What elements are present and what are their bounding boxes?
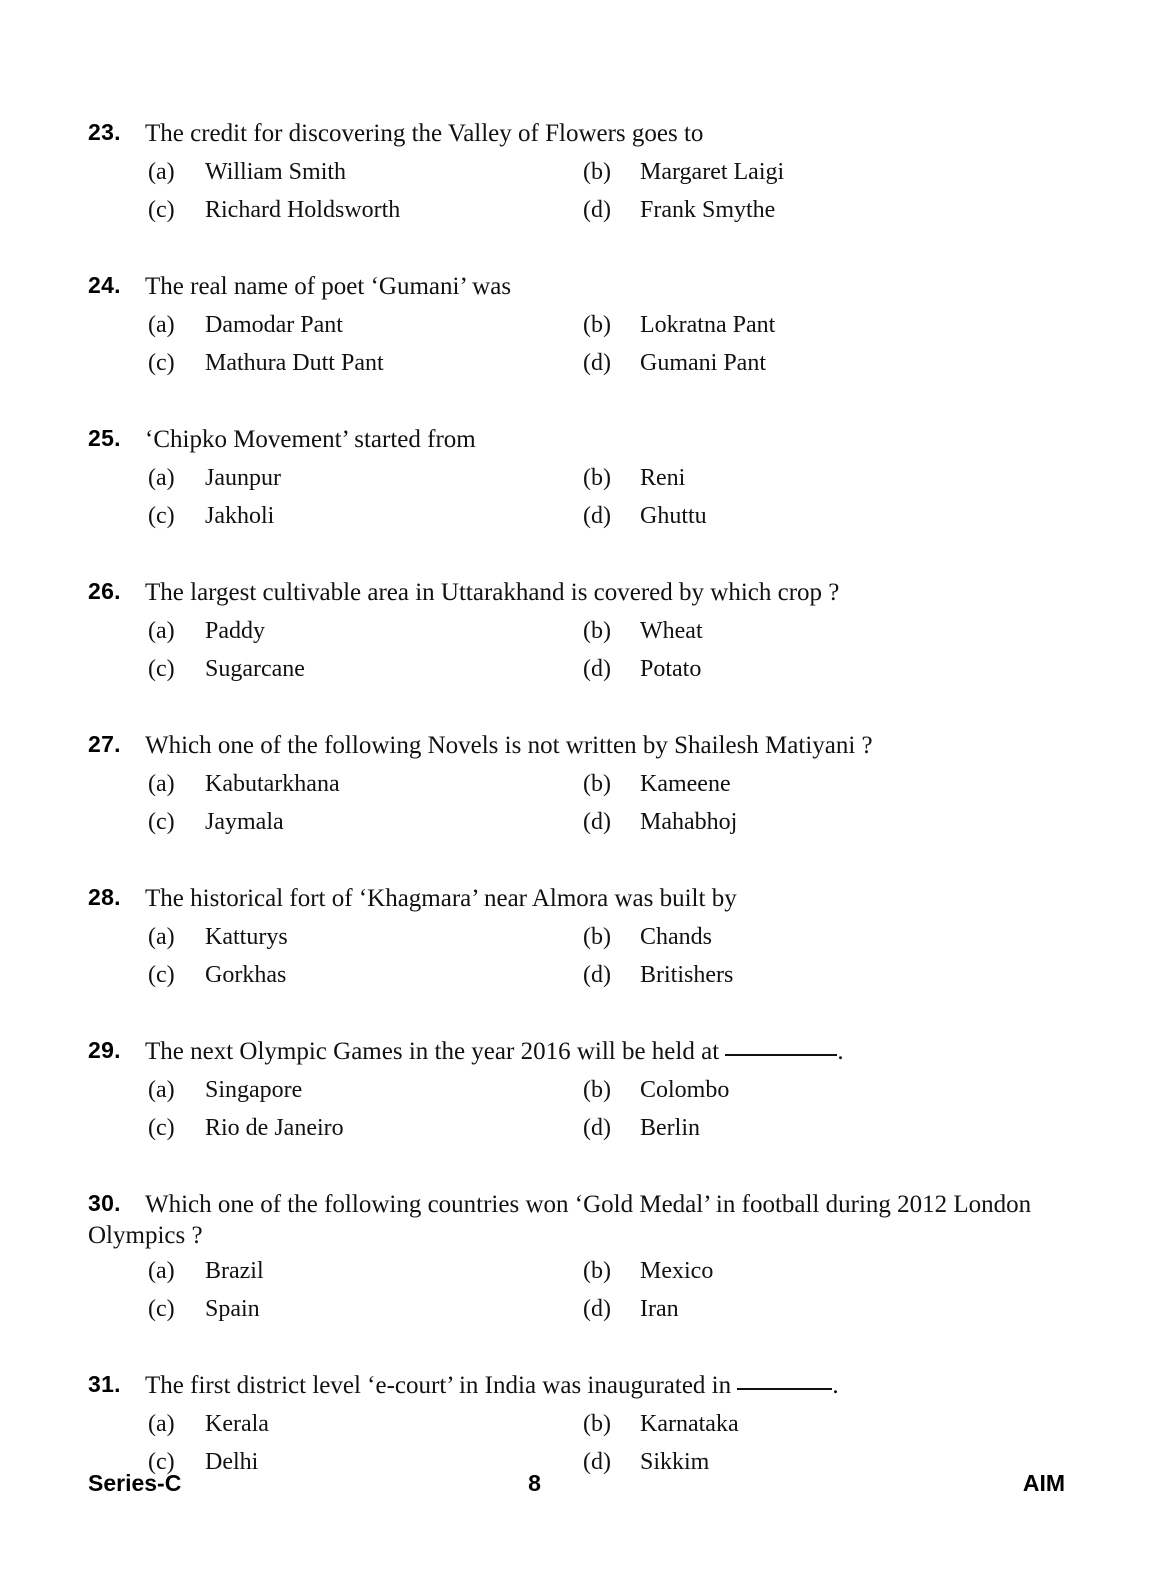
- option-letter: (d): [583, 503, 611, 529]
- option-text: Rio de Janeiro: [205, 1115, 344, 1141]
- option-letter: (c): [148, 962, 175, 988]
- option-row: [88, 159, 1050, 197]
- option-letter: (b): [583, 771, 611, 797]
- option-text: Kameene: [640, 771, 731, 797]
- option-c[interactable]: [148, 197, 400, 224]
- option-c[interactable]: [148, 350, 384, 377]
- question-text: The real name of poet ‘Gumani’ was: [145, 273, 512, 300]
- option-c[interactable]: [148, 503, 274, 530]
- option-d[interactable]: [583, 197, 775, 224]
- question-number: 30.: [88, 1190, 121, 1216]
- option-group: [88, 159, 1050, 235]
- fill-in-blank: [725, 1054, 837, 1056]
- option-c[interactable]: [148, 1296, 260, 1323]
- option-letter: (d): [583, 1296, 611, 1322]
- option-row: [88, 1115, 1050, 1153]
- option-row: [88, 465, 1050, 503]
- option-letter: (c): [148, 197, 175, 223]
- option-text: Sikkim: [640, 1449, 710, 1475]
- question-number: 24.: [88, 272, 121, 298]
- option-a[interactable]: [148, 159, 346, 186]
- question-text-after-blank: .: [837, 1038, 844, 1065]
- option-a[interactable]: [148, 618, 265, 645]
- option-letter: (a): [148, 312, 175, 338]
- option-text: Kabutarkhana: [205, 771, 340, 797]
- option-text: Mathura Dutt Pant: [205, 350, 384, 376]
- option-text: Jaymala: [205, 809, 284, 835]
- question-block: [88, 883, 1050, 1000]
- option-c[interactable]: [148, 809, 284, 836]
- option-d[interactable]: [583, 503, 707, 530]
- option-letter: (d): [583, 1449, 611, 1475]
- option-letter: (b): [583, 924, 611, 950]
- option-text: Britishers: [640, 962, 734, 988]
- option-d[interactable]: [583, 1296, 679, 1323]
- option-group: [88, 924, 1050, 1000]
- option-a[interactable]: [148, 312, 343, 339]
- option-text: Margaret Laigi: [640, 159, 785, 185]
- question-text: The credit for discovering the Valley of Flowers goes to: [145, 120, 704, 147]
- question-text-before-blank: The next Olympic Games in the year 2016 will be held at: [145, 1038, 726, 1065]
- option-b[interactable]: [583, 1411, 739, 1438]
- option-row: [88, 312, 1050, 350]
- option-text: Potato: [640, 656, 702, 682]
- option-row: [88, 1258, 1050, 1296]
- option-letter: (b): [583, 312, 611, 338]
- option-letter: (d): [583, 656, 611, 682]
- option-text: Ghuttu: [640, 503, 707, 529]
- option-row: [88, 809, 1050, 847]
- question-text: Which one of the following Novels is not written by Shailesh Matiyani ?: [145, 732, 873, 759]
- question-heading: [88, 730, 1050, 764]
- option-d[interactable]: [583, 350, 766, 377]
- option-text: Frank Smythe: [640, 197, 776, 223]
- option-group: [88, 312, 1050, 388]
- option-letter: (b): [583, 1258, 611, 1284]
- option-text: Delhi: [205, 1449, 259, 1475]
- option-letter: (d): [583, 809, 611, 835]
- option-text: Iran: [640, 1296, 679, 1322]
- option-c[interactable]: [148, 656, 305, 683]
- question-text: [145, 1372, 839, 1399]
- option-letter: (a): [148, 1411, 175, 1437]
- question-block: [88, 424, 1050, 541]
- option-b[interactable]: [583, 1258, 713, 1285]
- option-a[interactable]: [148, 1411, 269, 1438]
- option-row: [88, 618, 1050, 656]
- option-d[interactable]: [583, 1115, 700, 1142]
- question-text: The historical fort of ‘Khagmara’ near Almora was built by: [145, 885, 737, 912]
- question-text: Which one of the following countries won ‘Gold Medal’ in football during 2012 London Olympics ?: [88, 1191, 1032, 1249]
- question-text-after-blank: .: [832, 1372, 839, 1399]
- option-letter: (c): [148, 350, 175, 376]
- option-letter: (d): [583, 197, 611, 223]
- option-letter: (d): [583, 962, 611, 988]
- option-letter: (b): [583, 1411, 611, 1437]
- question-number: 23.: [88, 119, 121, 145]
- option-row: [88, 503, 1050, 541]
- option-text: Jaunpur: [205, 465, 281, 491]
- option-a[interactable]: [148, 771, 340, 798]
- option-a[interactable]: [148, 1077, 302, 1104]
- page-number: 8: [528, 1470, 541, 1496]
- option-letter: (a): [148, 1258, 175, 1284]
- page-footer: [88, 1470, 1065, 1510]
- option-text: Karnataka: [640, 1411, 739, 1437]
- option-letter: (b): [583, 1077, 611, 1103]
- option-letter: (c): [148, 1449, 175, 1475]
- option-text: Lokratna Pant: [640, 312, 776, 338]
- question-number: 29.: [88, 1037, 121, 1063]
- question-block: [88, 1189, 1050, 1334]
- option-a[interactable]: [148, 1258, 264, 1285]
- question-text: The largest cultivable area in Uttarakhand is covered by which crop ?: [145, 579, 840, 606]
- option-row: [88, 962, 1050, 1000]
- option-letter: (d): [583, 350, 611, 376]
- fill-in-blank: [737, 1388, 832, 1390]
- question-heading: [88, 883, 1050, 917]
- question-block: [88, 1036, 1050, 1153]
- option-letter: (b): [583, 159, 611, 185]
- option-text: Spain: [205, 1296, 260, 1322]
- option-a[interactable]: [148, 924, 288, 951]
- option-letter: (c): [148, 1296, 175, 1322]
- option-letter: (c): [148, 1115, 175, 1141]
- option-letter: (c): [148, 656, 175, 682]
- option-text: Richard Holdsworth: [205, 197, 401, 223]
- option-row: [88, 350, 1050, 388]
- option-letter: (b): [583, 618, 611, 644]
- option-letter: (a): [148, 771, 175, 797]
- option-text: Wheat: [640, 618, 703, 644]
- question-block: [88, 118, 1050, 235]
- question-number: 27.: [88, 731, 121, 757]
- question-text: [145, 1038, 844, 1065]
- option-c[interactable]: [148, 962, 286, 989]
- option-letter: (a): [148, 924, 175, 950]
- question-number: 31.: [88, 1371, 121, 1397]
- question-heading: [88, 1370, 1050, 1404]
- option-row: [88, 197, 1050, 235]
- question-heading: [88, 1189, 1050, 1251]
- option-text: Reni: [640, 465, 686, 491]
- paper-code: AIM: [1022, 1470, 1065, 1496]
- option-text: Brazil: [205, 1258, 264, 1284]
- question-number: 26.: [88, 578, 121, 604]
- option-letter: (b): [583, 465, 611, 491]
- option-group: [88, 618, 1050, 694]
- question-text-before-blank: The first district level ‘e-court’ in India was inaugurated in: [145, 1372, 738, 1399]
- option-text: Mexico: [640, 1258, 714, 1284]
- question-heading: [88, 271, 1050, 305]
- option-b[interactable]: [583, 618, 703, 645]
- option-d[interactable]: [583, 962, 733, 989]
- option-group: [88, 465, 1050, 541]
- option-text: Katturys: [205, 924, 288, 950]
- question-block: [88, 271, 1050, 388]
- option-text: Damodar Pant: [205, 312, 343, 338]
- question-heading: [88, 118, 1050, 152]
- option-text: Paddy: [205, 618, 265, 644]
- question-heading: [88, 1036, 1050, 1070]
- option-row: [88, 1411, 1050, 1449]
- option-row: [88, 1077, 1050, 1115]
- option-b[interactable]: [583, 1077, 729, 1104]
- option-b[interactable]: [583, 312, 775, 339]
- option-text: Singapore: [205, 1077, 303, 1103]
- option-letter: (d): [583, 1115, 611, 1141]
- option-row: [88, 1296, 1050, 1334]
- option-text: Gumani Pant: [640, 350, 766, 376]
- option-letter: (a): [148, 618, 175, 644]
- option-text: Berlin: [640, 1115, 700, 1141]
- question-number: 28.: [88, 884, 121, 910]
- option-text: Jakholi: [205, 503, 275, 529]
- question-list: [88, 118, 1050, 1487]
- option-letter: (a): [148, 159, 175, 185]
- question-block: [88, 577, 1050, 694]
- option-b[interactable]: [583, 465, 685, 492]
- option-letter: (c): [148, 809, 175, 835]
- option-group: [88, 771, 1050, 847]
- option-c[interactable]: [148, 1115, 344, 1142]
- option-text: Kerala: [205, 1411, 269, 1437]
- option-row: [88, 656, 1050, 694]
- option-text: Mahabhoj: [640, 809, 738, 835]
- option-group: [88, 1258, 1050, 1334]
- option-d[interactable]: [583, 656, 701, 683]
- option-text: Colombo: [640, 1077, 730, 1103]
- question-text: ‘Chipko Movement’ started from: [145, 426, 476, 453]
- option-text: William Smith: [205, 159, 347, 185]
- question-block: [88, 730, 1050, 847]
- option-text: Sugarcane: [205, 656, 305, 682]
- option-row: [88, 924, 1050, 962]
- series-label: Series-C: [88, 1470, 182, 1496]
- option-row: [88, 771, 1050, 809]
- question-number: 25.: [88, 425, 121, 451]
- option-text: Chands: [640, 924, 712, 950]
- option-text: Gorkhas: [205, 962, 287, 988]
- question-heading: [88, 577, 1050, 611]
- option-a[interactable]: [148, 465, 281, 492]
- option-b[interactable]: [583, 924, 712, 951]
- option-b[interactable]: [583, 771, 731, 798]
- question-heading: [88, 424, 1050, 458]
- option-letter: (a): [148, 465, 175, 491]
- option-letter: (a): [148, 1077, 175, 1103]
- option-b[interactable]: [583, 159, 784, 186]
- option-group: [88, 1077, 1050, 1153]
- option-letter: (c): [148, 503, 175, 529]
- option-d[interactable]: [583, 809, 737, 836]
